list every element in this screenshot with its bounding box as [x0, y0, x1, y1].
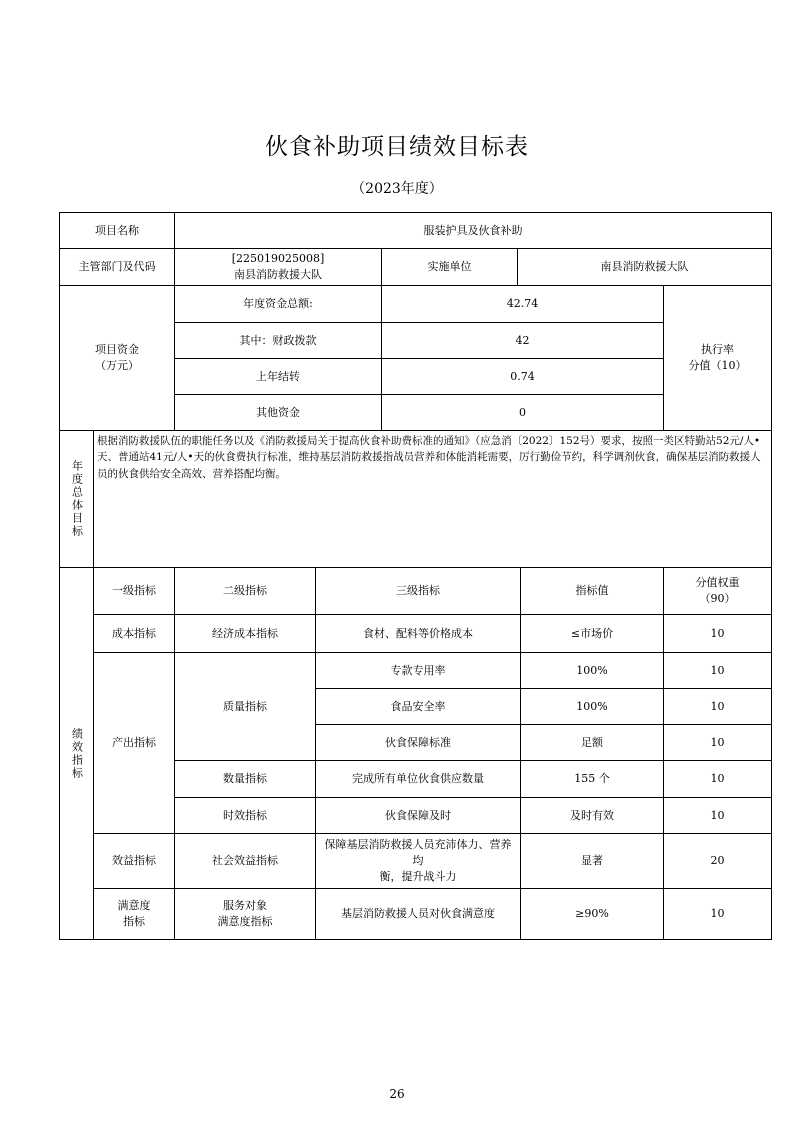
quality-row-2-level3: 食品安全率 [315, 688, 521, 725]
funds-fiscal-value: 42 [381, 322, 664, 359]
funds-total-label: 年度资金总额: [174, 285, 382, 323]
satisfaction-value: ≥90% [520, 888, 664, 940]
funds-label-text: 项目资金 [95, 343, 139, 357]
dept-code: [225019025008] [231, 252, 325, 266]
header-weight-label: 分值权重 [695, 576, 740, 590]
header-level2: 二级指标 [174, 567, 316, 615]
cost-level3: 食材、配料等价格成本 [315, 614, 521, 653]
quality-row-1-value: 100% [520, 652, 664, 689]
exec-rate-label: 执行率 [701, 343, 734, 357]
page-subtitle: （2023年度） [351, 181, 443, 197]
quality-row-2-score: 10 [663, 688, 772, 725]
quantity-level2: 数量指标 [174, 760, 316, 798]
cost-score: 10 [663, 614, 772, 653]
timeliness-level2: 时效指标 [174, 797, 316, 834]
quality-row-3-level3: 伙食保障标准 [315, 724, 521, 761]
project-name-value: 服装护具及伙食补助 [174, 212, 772, 249]
dept-label: 主管部门及代码 [59, 248, 175, 286]
quality-row-1-level3: 专款专用率 [315, 652, 521, 689]
funds-other-value: 0 [381, 394, 664, 431]
benefit-level3-line2: 衡，提升战斗力 [379, 869, 457, 883]
header-level1: 一级指标 [93, 567, 175, 615]
quantity-level3: 完成所有单位伙食供应数量 [315, 760, 521, 798]
satisfaction-score: 10 [663, 888, 772, 940]
exec-rate-cell [663, 285, 772, 431]
annual-goal-label-text: 年度总体目标 [70, 460, 84, 538]
page-number: 26 [389, 1087, 405, 1101]
output-level1: 产出指标 [93, 652, 175, 834]
funds-label [59, 285, 175, 431]
funds-fiscal-label: 其中：财政拨款 [174, 322, 382, 359]
header-value: 指标值 [520, 567, 664, 615]
annual-goal-text: 根据消防救援队伍的职能任务以及《消防救援局关于提高伙食补助费标准的通知》（应急消〔2022〕152号）要求，按照一类区特勤站52元/人•天、普通站41元/人•天的伙食费执行标准，维持基层消防救援指战员营养和体能消耗需要，厉行勤俭节约，科学调剂伙食，确保基层消防救援人员的伙食供给安全高效、营养搭配均衡。 [93, 430, 772, 568]
benefit-score: 20 [663, 833, 772, 889]
project-name-label: 项目名称 [59, 212, 175, 249]
satisfaction-level1 [93, 888, 175, 940]
benefit-level3 [315, 833, 521, 889]
quantity-score: 10 [663, 760, 772, 798]
timeliness-level3: 伙食保障及时 [315, 797, 521, 834]
annual-goal-label [59, 430, 94, 568]
satisfaction-level2-line1: 服务对象 [223, 899, 267, 913]
cost-value: ≤市场价 [520, 614, 664, 653]
impl-unit-label: 实施单位 [381, 248, 518, 286]
benefit-level2: 社会效益指标 [174, 833, 316, 889]
satisfaction-level1-line1: 满意度 [117, 899, 151, 913]
quantity-value: 155 个 [520, 760, 664, 798]
funds-carryover-label: 上年结转 [174, 358, 382, 395]
dept-value [174, 248, 382, 286]
quality-row-3-value: 足额 [520, 724, 664, 761]
satisfaction-level3: 基层消防救援人员对伙食满意度 [315, 888, 521, 940]
timeliness-value: 及时有效 [520, 797, 664, 834]
header-weight-total: （90） [699, 592, 736, 605]
funds-other-label: 其他资金 [174, 394, 382, 431]
indicators-label-text: 绩效指标 [70, 727, 84, 780]
header-weight [663, 567, 772, 615]
dept-name: 南县消防救援大队 [234, 268, 322, 281]
funds-unit: （万元） [95, 359, 139, 372]
quality-level2: 质量指标 [174, 652, 316, 761]
impl-unit-value: 南县消防救援大队 [517, 248, 772, 286]
benefit-level1: 效益指标 [93, 833, 175, 889]
quality-row-2-value: 100% [520, 688, 664, 725]
funds-total-value: 42.74 [381, 285, 664, 323]
satisfaction-level2-line2: 满意度指标 [217, 915, 273, 928]
page-title: 伙食补助项目绩效目标表 [265, 134, 529, 160]
exec-rate-score: 分值（10） [688, 359, 747, 372]
header-level3: 三级指标 [315, 567, 521, 615]
satisfaction-level1-line2: 指标 [123, 915, 145, 928]
satisfaction-level2 [174, 888, 316, 940]
indicators-label [59, 567, 94, 940]
quality-row-3-score: 10 [663, 724, 772, 761]
quality-row-1-score: 10 [663, 652, 772, 689]
cost-level2: 经济成本指标 [174, 614, 316, 653]
timeliness-score: 10 [663, 797, 772, 834]
funds-carryover-value: 0.74 [381, 358, 664, 395]
benefit-value: 显著 [520, 833, 664, 889]
cost-level1: 成本指标 [93, 614, 175, 653]
benefit-level3-line1: 保障基层消防救援人员充沛体力、营养均 [324, 838, 512, 868]
